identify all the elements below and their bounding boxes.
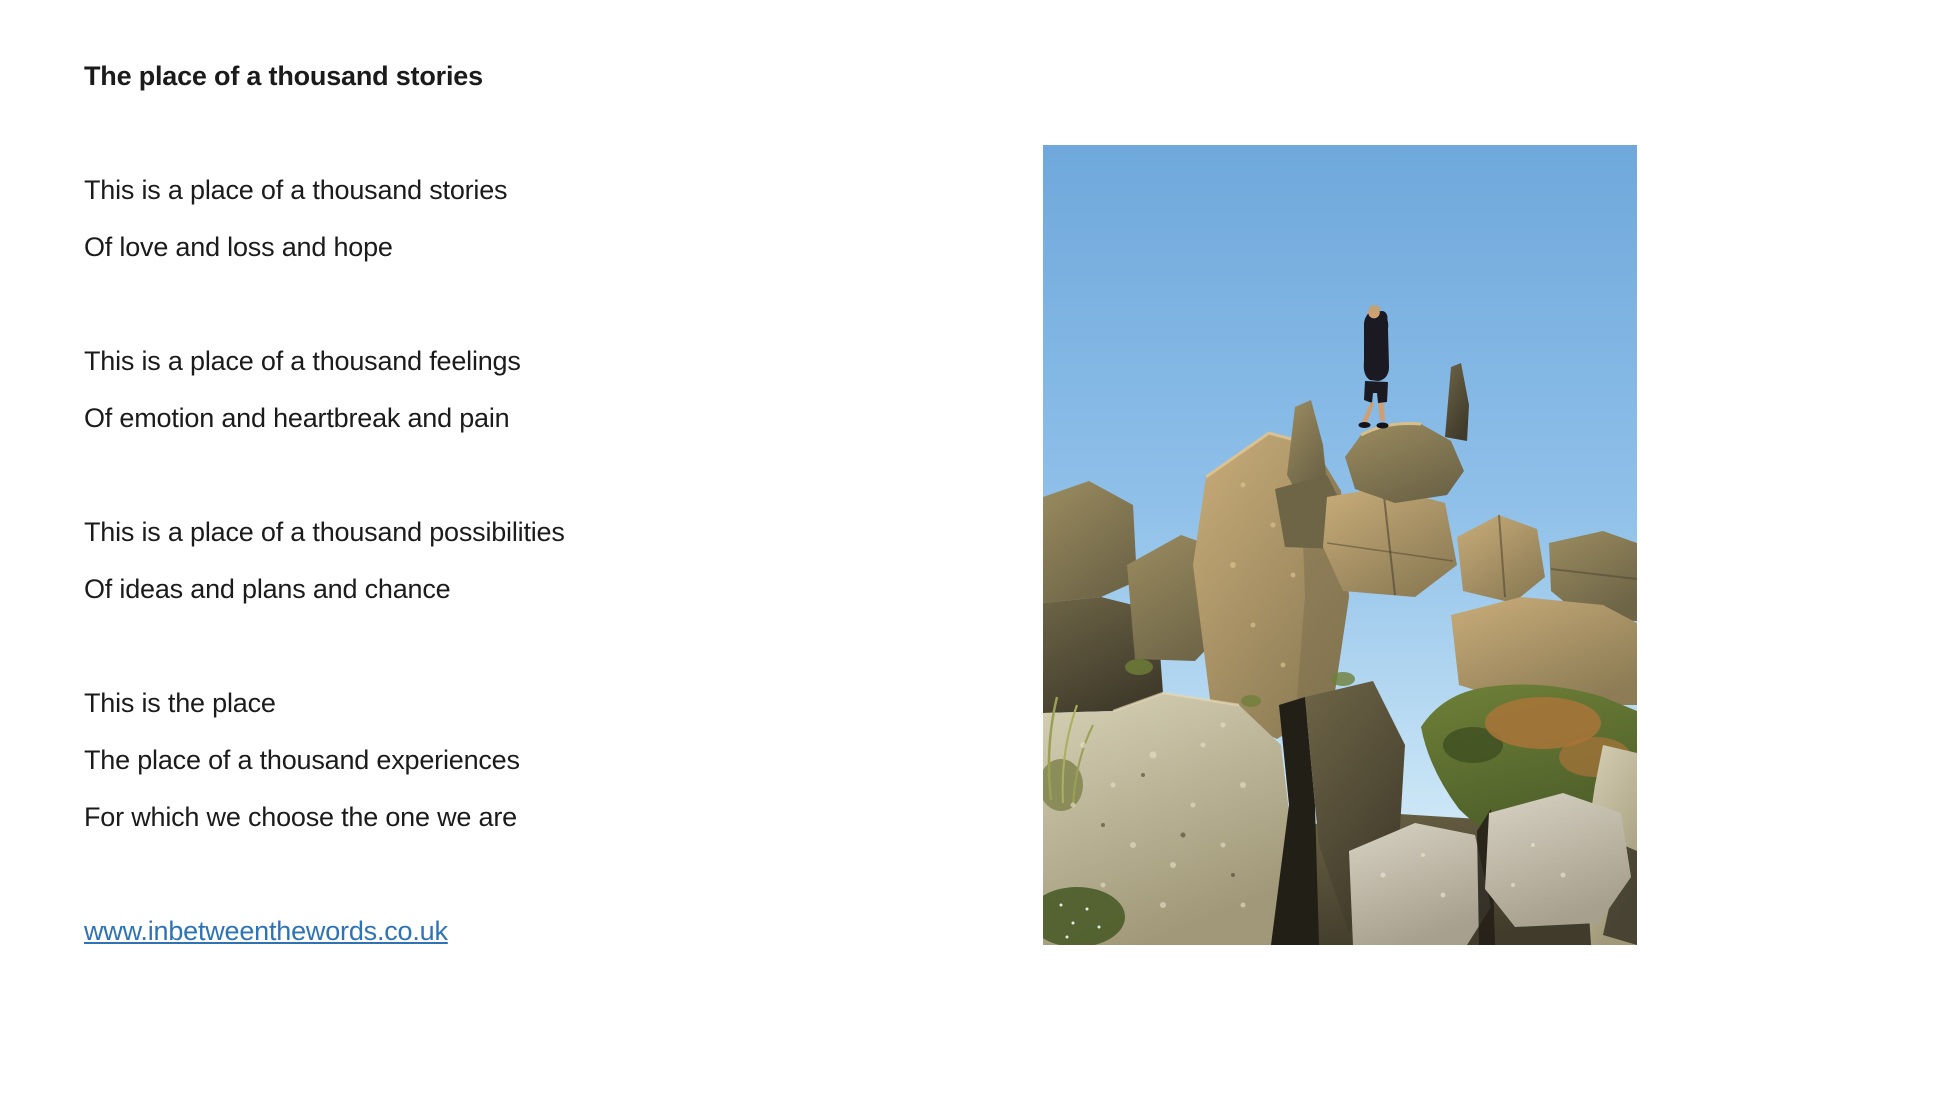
- poem-stanza-1: [84, 162, 565, 276]
- tor-photo: [1043, 145, 1637, 945]
- poem: [84, 48, 565, 960]
- poem-line: Of emotion and heartbreak and pain: [84, 403, 510, 433]
- poem-stanza-4: [84, 675, 565, 846]
- poem-title: The place of a thousand stories: [84, 61, 483, 91]
- poem-line: Of love and loss and hope: [84, 232, 393, 262]
- poem-line: This is a place of a thousand possibilities: [84, 517, 565, 547]
- poem-stanza-3: [84, 504, 565, 618]
- poem-line: This is a place of a thousand feelings: [84, 346, 521, 376]
- website-link-line: [84, 903, 565, 960]
- poem-line: The place of a thousand experiences: [84, 745, 520, 775]
- tor-photo-svg: [1043, 145, 1637, 945]
- poem-line: Of ideas and plans and chance: [84, 574, 451, 604]
- poem-stanza-2: [84, 333, 565, 447]
- poem-line: This is a place of a thousand stories: [84, 175, 508, 205]
- poem-line: This is the place: [84, 688, 276, 718]
- poem-line: For which we choose the one we are: [84, 802, 517, 832]
- website-link[interactable]: www.inbetweenthewords.co.uk: [84, 916, 448, 946]
